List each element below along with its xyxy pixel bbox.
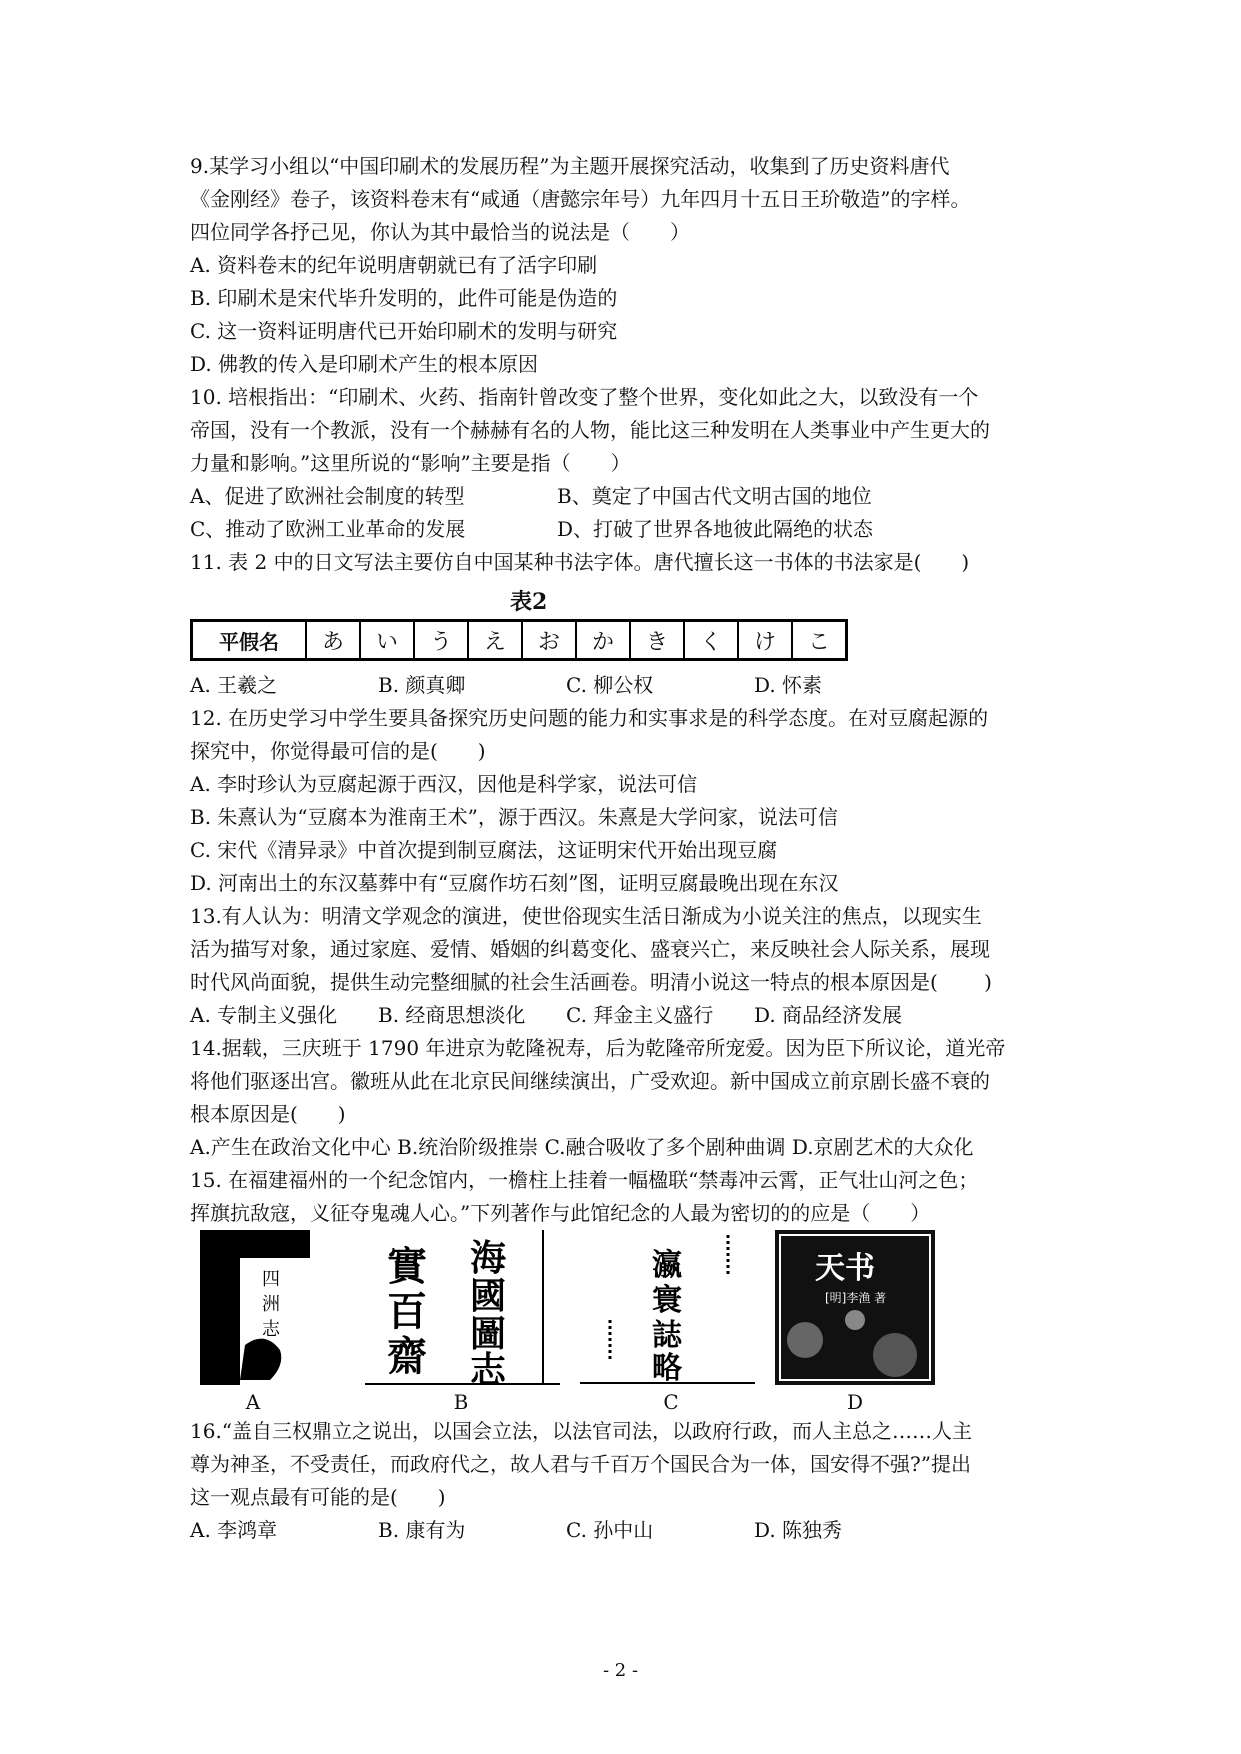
option-a: A. 王羲之 (190, 673, 278, 697)
picture-label-d: D (846, 1390, 864, 1414)
cover-title-char: 四 (262, 1269, 280, 1290)
question-text: 四位同学各抒己见，你认为其中最恰当的说法是（ ） (190, 220, 690, 244)
option-row (190, 999, 1070, 1032)
question-text: 16.“盖自三权鼎立之说出，以国会立法，以法官司法，以政府行政，而人主总之……人主 (190, 1419, 973, 1443)
option-d: D. 商品经济发展 (754, 1003, 903, 1027)
title-char: 寰 (652, 1283, 682, 1318)
option-row (190, 669, 1070, 702)
picture-label-b: B (453, 1390, 469, 1414)
question-10 (190, 381, 1070, 546)
question-text: 15. 在福建福州的一个纪念馆内，一檐柱上挂着一幅楹联“禁毒冲云霄，正气壮山河之色； (190, 1168, 979, 1192)
kana-cell: え (468, 621, 522, 660)
question-text: 挥旗抗敌寇，义征夺鬼魂人心。”下列著作与此馆纪念的人最为密切的的应是（ ） (190, 1201, 931, 1225)
option-a: A. 专制主义强化 (190, 1003, 338, 1027)
option-a: A. 李时珍认为豆腐起源于西汉，因他是科学家，说法可信 (190, 772, 698, 796)
question-text: 时代风尚面貌，提供生动完整细腻的社会生活画卷。明清小说这一特点的根本原因是( ) (190, 970, 992, 994)
option-d: D. 佛教的传入是印刷术产生的根本原因 (190, 352, 539, 376)
book-cover-c (580, 1230, 755, 1385)
kana-cell: か (576, 621, 630, 660)
option-row (190, 513, 1070, 546)
option-a: A. 资料卷末的纪年说明唐朝就已有了活字印刷 (190, 253, 598, 277)
option-d: D. 陈独秀 (754, 1518, 843, 1542)
question-text: 9.某学习小组以“中国印刷术的发展历程”为主题开展探究活动，收集到了历史资料唐代 (190, 154, 950, 178)
kana-table (190, 619, 848, 661)
option-a: A、促进了欧洲社会制度的转型 (190, 484, 465, 508)
kana-cell: く (684, 621, 738, 660)
question-9 (190, 150, 1070, 381)
option-d: D、打破了世界各地彼此隔绝的状态 (557, 517, 874, 541)
question-text: 活为描写对象，通过家庭、爱情、婚姻的纠葛变化、盛衰兴亡，来反映社会人际关系，展现 (190, 937, 990, 961)
option-c: C. 孙中山 (566, 1518, 654, 1542)
option-b: B、奠定了中国古代文明古国的地位 (557, 484, 872, 508)
seal-char: 實 (387, 1243, 427, 1290)
option-b: B. 康有为 (378, 1518, 466, 1542)
book-cover-b (365, 1230, 560, 1385)
seal-char: 圖 (470, 1313, 507, 1355)
question-15 (190, 1164, 1070, 1415)
table-caption: 表2 (510, 589, 548, 615)
picture-label-a: A (245, 1390, 261, 1414)
kana-table-block (190, 579, 1070, 669)
option-b: B. 印刷术是宋代毕升发明的，此件可能是伪造的 (190, 286, 618, 310)
question-text: 探究中，你觉得最可信的是( ) (190, 739, 486, 763)
cover-title-char: 志 (262, 1319, 280, 1340)
option-d: D. 怀素 (754, 673, 823, 697)
option-b: B. 经商思想淡化 (378, 1003, 526, 1027)
question-text: 帝国，没有一个教派，没有一个赫赫有名的人物，能比这三种发明在人类事业中产生更大的 (190, 418, 990, 442)
question-text: 《金刚经》卷子，该资料卷末有“咸通（唐懿宗年号）九年四月十五日王玠敬造”的字样。 (190, 187, 971, 211)
table-header: 平假名 (192, 621, 307, 660)
question-text: 尊为神圣，不受责任，而政府代之，故人君与千百万个国民合为一体，国安得不强?”提出 (190, 1452, 971, 1476)
kana-cell: う (414, 621, 468, 660)
seal-char: 志 (470, 1349, 507, 1385)
kana-cell: こ (792, 621, 847, 660)
question-14 (190, 1032, 1070, 1164)
seal-char: 百 (387, 1288, 427, 1335)
question-text: 13.有人认为：明清文学观念的演进，使世俗现实生活日渐成为小说关注的焦点，以现实生 (190, 904, 982, 928)
option-d: D. 河南出土的东汉墓葬中有“豆腐作坊石刻”图，证明豆腐最晚出现在东汉 (190, 871, 839, 895)
kana-cell: け (738, 621, 792, 660)
question-text: 将他们驱逐出宫。徽班从此在北京民间继续演出，广受欢迎。新中国成立前京剧长盛不衰的 (190, 1069, 990, 1093)
page-content (190, 150, 1070, 1547)
picture-label-c: C (663, 1390, 679, 1414)
cover-author: [明]李渔 著 (825, 1291, 887, 1305)
question-text: 14.据载，三庆班于 1790 年进京为乾隆祝寿，后为乾隆帝所宠爱。因为臣下所议论，道光帝 (190, 1036, 1006, 1060)
option-b: B. 颜真卿 (378, 673, 466, 697)
question-text: 12. 在历史学习中学生要具备探究历史问题的能力和实事求是的科学态度。在对豆腐起源的 (190, 706, 989, 730)
option-row: A.产生在政治文化中心 B.统治阶级推崇 C.融合吸收了多个剧种曲调 D.京剧艺术的大众化 (190, 1135, 974, 1159)
question-text: 11. 表 2 中的日文写法主要仿自中国某种书法字体。唐代擅长这一书体的书法家是( ) (190, 550, 970, 574)
option-a: A. 李鸿章 (190, 1518, 278, 1542)
title-char: 略 (652, 1351, 682, 1385)
question-16 (190, 1415, 1070, 1547)
question-text: 力量和影响。”这里所说的“影响”主要是指（ ） (190, 451, 631, 475)
option-c: C. 柳公权 (566, 673, 654, 697)
kana-cell: き (630, 621, 684, 660)
option-row (190, 1514, 1070, 1547)
seal-char: 國 (470, 1275, 507, 1317)
option-c: C. 宋代《清异录》中首次提到制豆腐法，这证明宋代开始出现豆腐 (190, 838, 778, 862)
cover-title: 天书 (815, 1251, 875, 1286)
title-char: 瀛 (652, 1248, 682, 1283)
cover-title-char: 洲 (262, 1294, 280, 1315)
title-char: 誌 (652, 1318, 682, 1353)
kana-cell: お (522, 621, 576, 660)
question-text: 根本原因是( ) (190, 1102, 346, 1126)
option-c: C、推动了欧洲工业革命的发展 (190, 517, 466, 541)
book-cover-a (200, 1230, 310, 1385)
question-text: 10. 培根指出：“印刷术、火药、指南针曾改变了整个世界，变化如此之大，以致没有一个 (190, 385, 979, 409)
option-b: B. 朱熹认为“豆腐本为淮南王术”，源于西汉。朱熹是大学问家，说法可信 (190, 805, 838, 829)
page-number: - 2 - (602, 1660, 639, 1681)
book-images (190, 1230, 1070, 1415)
kana-cell: い (360, 621, 414, 660)
kana-cell: あ (306, 621, 360, 660)
option-c: C. 这一资料证明唐代已开始印刷术的发明与研究 (190, 319, 618, 343)
question-13 (190, 900, 1070, 1032)
question-text: 这一观点最有可能的是( ) (190, 1485, 446, 1509)
option-c: C. 拜金主义盛行 (566, 1003, 714, 1027)
book-cover-d (775, 1230, 935, 1385)
seal-char: 齋 (387, 1333, 427, 1380)
seal-char: 海 (470, 1237, 507, 1279)
question-12 (190, 702, 1070, 900)
question-11 (190, 546, 1070, 702)
option-row (190, 480, 1070, 513)
